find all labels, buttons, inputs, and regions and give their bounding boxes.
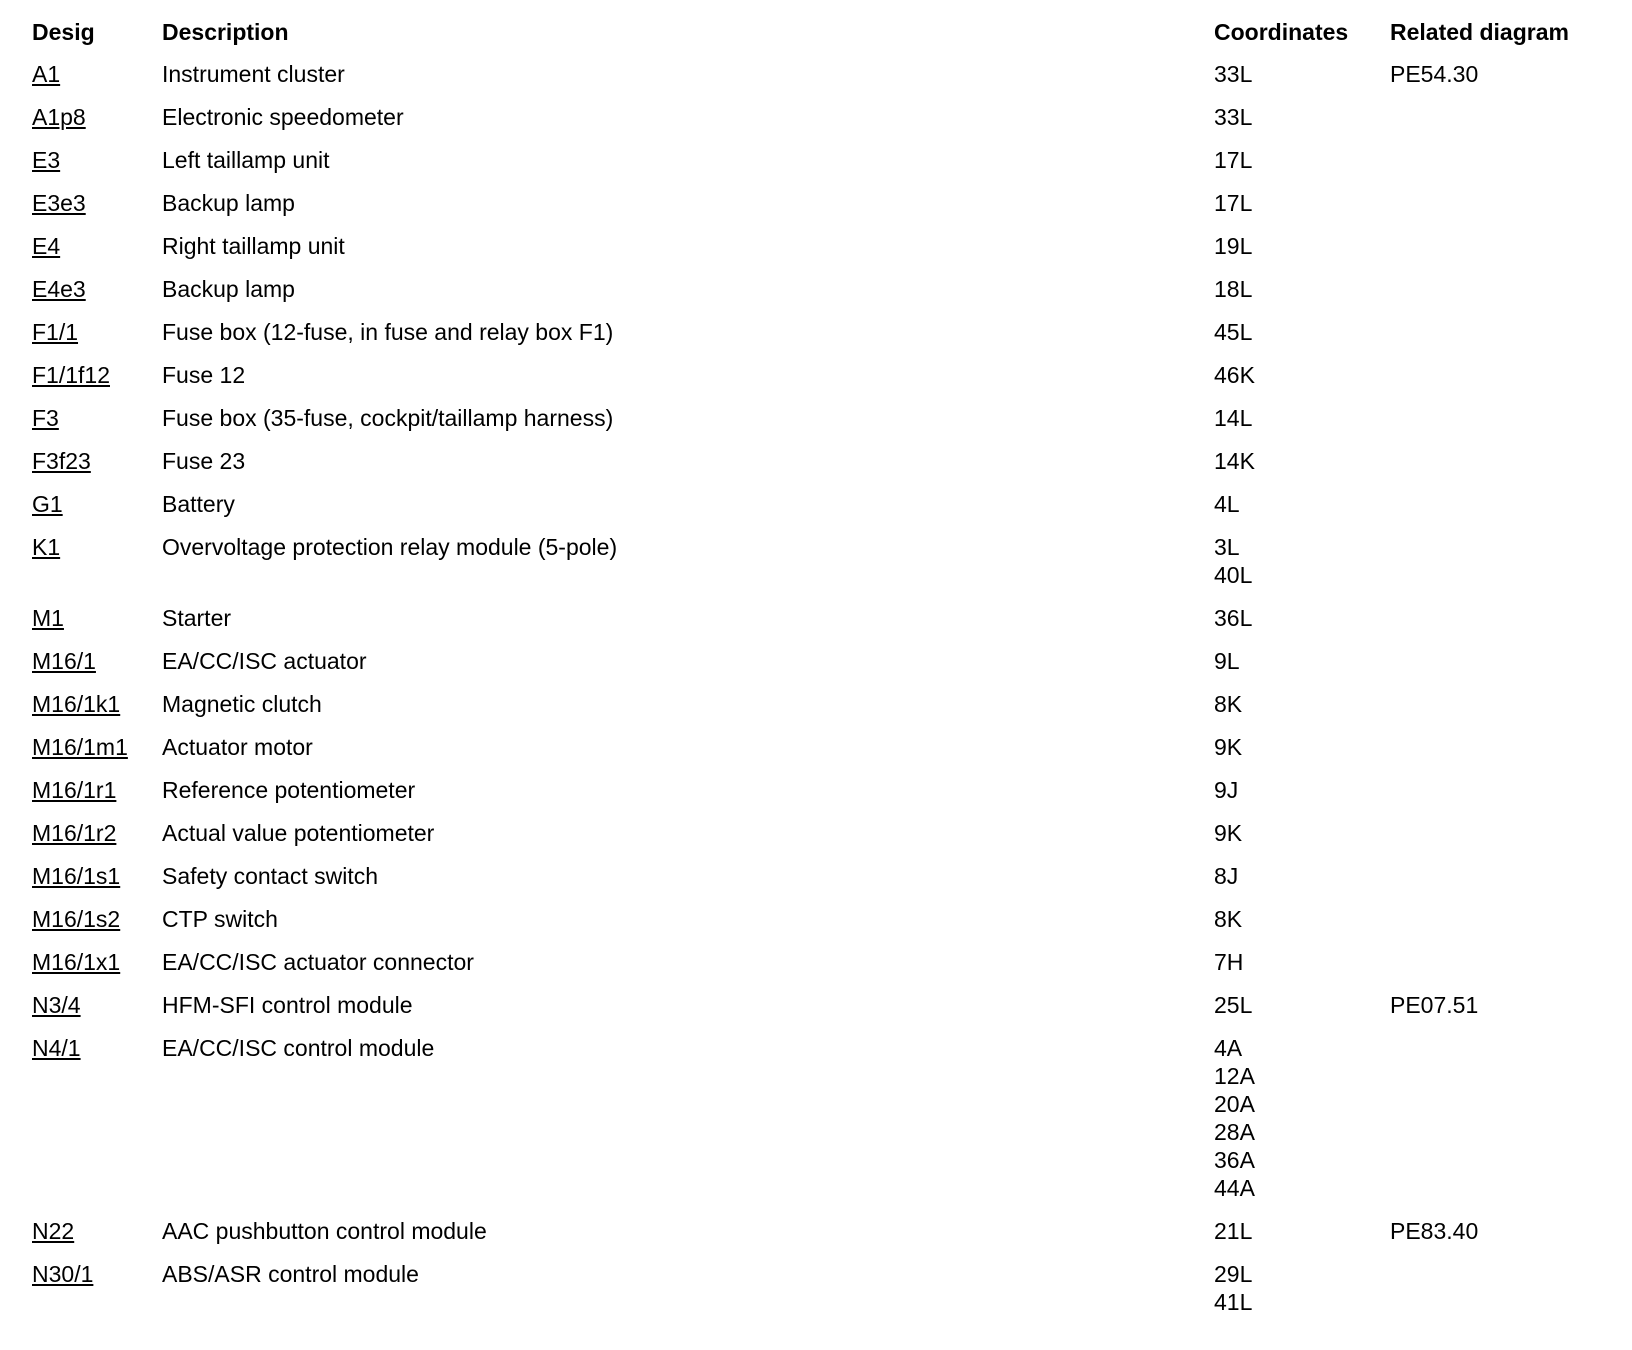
- related-diagram-cell: [1384, 490, 1606, 533]
- related-diagram-cell: [1384, 776, 1606, 819]
- table-row: [26, 948, 1606, 991]
- desig-cell: [26, 318, 156, 361]
- coordinates-cell: [1208, 948, 1384, 991]
- header-description: Description: [162, 19, 289, 45]
- description-cell: Fuse box (12-fuse, in fuse and relay box F1): [162, 319, 614, 345]
- desig-link[interactable]: A1: [32, 61, 61, 87]
- description-cell: Starter: [162, 605, 232, 631]
- coordinate-value: 8J: [1214, 863, 1239, 889]
- desig-link[interactable]: E3: [32, 147, 61, 173]
- description-cell: Instrument cluster: [162, 61, 345, 87]
- related-diagram-cell: [1384, 604, 1606, 647]
- description-cell: Overvoltage protection relay module (5-pole): [162, 534, 618, 560]
- component-table: [26, 18, 1606, 1331]
- description-cell: CTP switch: [162, 906, 278, 932]
- description-cell: EA/CC/ISC actuator connector: [162, 949, 474, 975]
- description-cell: Right taillamp unit: [162, 233, 345, 259]
- desig-link[interactable]: K1: [32, 534, 61, 560]
- related-diagram-cell: [1384, 232, 1606, 275]
- coordinate-value: 17L: [1214, 147, 1253, 173]
- desig-cell: [26, 948, 156, 991]
- desig-link[interactable]: N4/1: [32, 1035, 81, 1061]
- coordinate-value: 36A: [1214, 1147, 1255, 1173]
- coordinate-value: 44A: [1214, 1175, 1255, 1201]
- table-row: [26, 991, 1606, 1034]
- table-row: [26, 1217, 1606, 1260]
- desig-link[interactable]: M16/1: [32, 648, 96, 674]
- description-cell: Safety contact switch: [162, 863, 379, 889]
- description-cell: Fuse box (35-fuse, cockpit/taillamp harness): [162, 405, 614, 431]
- related-diagram-cell: [1384, 862, 1606, 905]
- desig-link[interactable]: N22: [32, 1218, 75, 1244]
- table-row: [26, 533, 1606, 604]
- desig-link[interactable]: M16/1k1: [32, 691, 121, 717]
- table-row: [26, 447, 1606, 490]
- desig-cell: [26, 361, 156, 404]
- description-cell: Reference potentiometer: [162, 777, 416, 803]
- desig-link[interactable]: G1: [32, 491, 63, 517]
- related-diagram-cell: PE83.40: [1390, 1218, 1479, 1244]
- description-cell: Electronic speedometer: [162, 104, 404, 130]
- coordinate-value: 19L: [1214, 233, 1253, 259]
- description-cell: HFM-SFI control module: [162, 992, 413, 1018]
- header-row: [26, 18, 1606, 60]
- table-row: [26, 905, 1606, 948]
- desig-cell: [26, 447, 156, 490]
- description-cell: Fuse 12: [162, 362, 246, 388]
- table-row: [26, 690, 1606, 733]
- coordinate-value: 9L: [1214, 648, 1240, 674]
- related-diagram-cell: [1384, 690, 1606, 733]
- table-row: [26, 1034, 1606, 1217]
- desig-link[interactable]: M16/1r1: [32, 777, 117, 803]
- related-diagram-cell: [1384, 533, 1606, 604]
- description-cell: EA/CC/ISC actuator: [162, 648, 367, 674]
- coordinates-cell: [1208, 776, 1384, 819]
- coordinate-value: 9J: [1214, 777, 1239, 803]
- coordinate-value: 29L: [1214, 1261, 1253, 1287]
- header-coordinates: Coordinates: [1214, 19, 1349, 45]
- coordinates-cell: [1208, 490, 1384, 533]
- description-cell: Left taillamp unit: [162, 147, 330, 173]
- desig-link[interactable]: M16/1r2: [32, 820, 117, 846]
- coordinates-cell: [1208, 404, 1384, 447]
- desig-cell: [26, 1260, 156, 1331]
- coordinate-value: 33L: [1214, 61, 1253, 87]
- coordinate-value: 14K: [1214, 448, 1255, 474]
- desig-link[interactable]: F3f23: [32, 448, 91, 474]
- coordinate-value: 18L: [1214, 276, 1253, 302]
- coordinates-cell: [1208, 862, 1384, 905]
- header-desig: Desig: [32, 19, 95, 45]
- coordinate-value: 25L: [1214, 992, 1253, 1018]
- coordinates-cell: [1208, 1034, 1384, 1217]
- related-diagram-cell: [1384, 146, 1606, 189]
- related-diagram-cell: [1384, 189, 1606, 232]
- table-row: [26, 490, 1606, 533]
- desig-cell: [26, 189, 156, 232]
- coordinate-value: 9K: [1214, 820, 1243, 846]
- related-diagram-cell: [1384, 647, 1606, 690]
- table-row: [26, 189, 1606, 232]
- desig-cell: [26, 991, 156, 1034]
- coordinate-value: 17L: [1214, 190, 1253, 216]
- description-cell: Magnetic clutch: [162, 691, 322, 717]
- coordinates-cell: [1208, 146, 1384, 189]
- coordinates-cell: [1208, 991, 1384, 1034]
- coordinate-value: 9K: [1214, 734, 1243, 760]
- coordinates-cell: [1208, 1217, 1384, 1260]
- table-body: [26, 60, 1606, 1331]
- coordinates-cell: [1208, 275, 1384, 318]
- coordinate-value: 41L: [1214, 1289, 1253, 1315]
- description-cell: Battery: [162, 491, 235, 517]
- desig-link[interactable]: F1/1: [32, 319, 79, 345]
- coordinates-cell: [1208, 733, 1384, 776]
- desig-link[interactable]: M16/1s2: [32, 906, 121, 932]
- table-row: [26, 232, 1606, 275]
- table-row: [26, 146, 1606, 189]
- desig-cell: [26, 533, 156, 604]
- coordinate-value: 28A: [1214, 1119, 1255, 1145]
- description-cell: Backup lamp: [162, 190, 295, 216]
- coordinate-value: 33L: [1214, 104, 1253, 130]
- coordinates-cell: [1208, 232, 1384, 275]
- coordinates-cell: [1208, 60, 1384, 103]
- desig-link[interactable]: M16/1x1: [32, 949, 121, 975]
- description-cell: Fuse 23: [162, 448, 246, 474]
- related-diagram-cell: [1384, 103, 1606, 146]
- description-cell: Backup lamp: [162, 276, 295, 302]
- related-diagram-cell: [1384, 1260, 1606, 1331]
- related-diagram-cell: [1384, 447, 1606, 490]
- desig-link[interactable]: M16/1s1: [32, 863, 121, 889]
- desig-link[interactable]: F1/1f12: [32, 362, 110, 388]
- coordinates-cell: [1208, 103, 1384, 146]
- related-diagram-cell: [1384, 948, 1606, 991]
- table-row: [26, 776, 1606, 819]
- coordinates-cell: [1208, 447, 1384, 490]
- desig-cell: [26, 819, 156, 862]
- desig-link[interactable]: N30/1: [32, 1261, 94, 1287]
- desig-link[interactable]: E4: [32, 233, 61, 259]
- related-diagram-cell: [1384, 404, 1606, 447]
- related-diagram-cell: [1384, 733, 1606, 776]
- desig-link[interactable]: A1p8: [32, 104, 86, 130]
- related-diagram-cell: [1384, 361, 1606, 404]
- description-cell: Actual value potentiometer: [162, 820, 435, 846]
- desig-link[interactable]: F3: [32, 405, 59, 431]
- coordinates-cell: [1208, 604, 1384, 647]
- coordinate-value: 20A: [1214, 1091, 1255, 1117]
- table-row: [26, 647, 1606, 690]
- coordinates-cell: [1208, 690, 1384, 733]
- coordinates-cell: [1208, 647, 1384, 690]
- coordinate-value: 8K: [1214, 906, 1243, 932]
- table-row: [26, 103, 1606, 146]
- desig-cell: [26, 103, 156, 146]
- desig-cell: [26, 862, 156, 905]
- table-row: [26, 275, 1606, 318]
- coordinates-cell: [1208, 905, 1384, 948]
- related-diagram-cell: [1384, 318, 1606, 361]
- related-diagram-cell: [1384, 905, 1606, 948]
- table-row: [26, 819, 1606, 862]
- coordinate-value: 36L: [1214, 605, 1253, 631]
- desig-cell: [26, 690, 156, 733]
- coordinate-value: 4L: [1214, 491, 1240, 517]
- desig-link[interactable]: N3/4: [32, 992, 81, 1018]
- coordinate-value: 21L: [1214, 1218, 1253, 1244]
- desig-cell: [26, 146, 156, 189]
- coordinate-value: 45L: [1214, 319, 1253, 345]
- coordinate-value: 8K: [1214, 691, 1243, 717]
- coordinates-cell: [1208, 819, 1384, 862]
- table-row: [26, 318, 1606, 361]
- desig-cell: [26, 60, 156, 103]
- header-related-diagram: Related diagram: [1390, 19, 1569, 45]
- coordinate-value: 7H: [1214, 949, 1244, 975]
- desig-link[interactable]: M16/1m1: [32, 734, 128, 760]
- related-diagram-cell: PE07.51: [1390, 992, 1479, 1018]
- desig-cell: [26, 404, 156, 447]
- coordinate-value: 4A: [1214, 1035, 1243, 1061]
- coordinates-cell: [1208, 318, 1384, 361]
- table-row: [26, 1260, 1606, 1331]
- description-cell: EA/CC/ISC control module: [162, 1035, 435, 1061]
- desig-cell: [26, 604, 156, 647]
- table-row: [26, 733, 1606, 776]
- coordinate-value: 46K: [1214, 362, 1255, 388]
- desig-cell: [26, 776, 156, 819]
- table-row: [26, 60, 1606, 103]
- desig-cell: [26, 275, 156, 318]
- coordinate-value: 14L: [1214, 405, 1253, 431]
- related-diagram-cell: [1384, 819, 1606, 862]
- coordinate-value: 3L: [1214, 534, 1240, 560]
- coordinates-cell: [1208, 361, 1384, 404]
- table-header: [26, 18, 1606, 60]
- desig-cell: [26, 490, 156, 533]
- related-diagram-cell: [1384, 1034, 1606, 1217]
- coordinate-value: 40L: [1214, 562, 1253, 588]
- related-diagram-cell: [1384, 275, 1606, 318]
- desig-cell: [26, 1034, 156, 1217]
- description-cell: Actuator motor: [162, 734, 313, 760]
- desig-cell: [26, 232, 156, 275]
- desig-link[interactable]: E4e3: [32, 276, 86, 302]
- desig-link[interactable]: M1: [32, 605, 64, 631]
- desig-link[interactable]: E3e3: [32, 190, 86, 216]
- coordinates-cell: [1208, 533, 1384, 604]
- table-row: [26, 862, 1606, 905]
- description-cell: ABS/ASR control module: [162, 1261, 419, 1287]
- table-row: [26, 604, 1606, 647]
- desig-cell: [26, 733, 156, 776]
- desig-cell: [26, 905, 156, 948]
- desig-cell: [26, 1217, 156, 1260]
- table-row: [26, 361, 1606, 404]
- coordinates-cell: [1208, 1260, 1384, 1331]
- related-diagram-cell: PE54.30: [1390, 61, 1479, 87]
- table-row: [26, 404, 1606, 447]
- description-cell: AAC pushbutton control module: [162, 1218, 487, 1244]
- desig-cell: [26, 647, 156, 690]
- coordinate-value: 12A: [1214, 1063, 1255, 1089]
- coordinates-cell: [1208, 189, 1384, 232]
